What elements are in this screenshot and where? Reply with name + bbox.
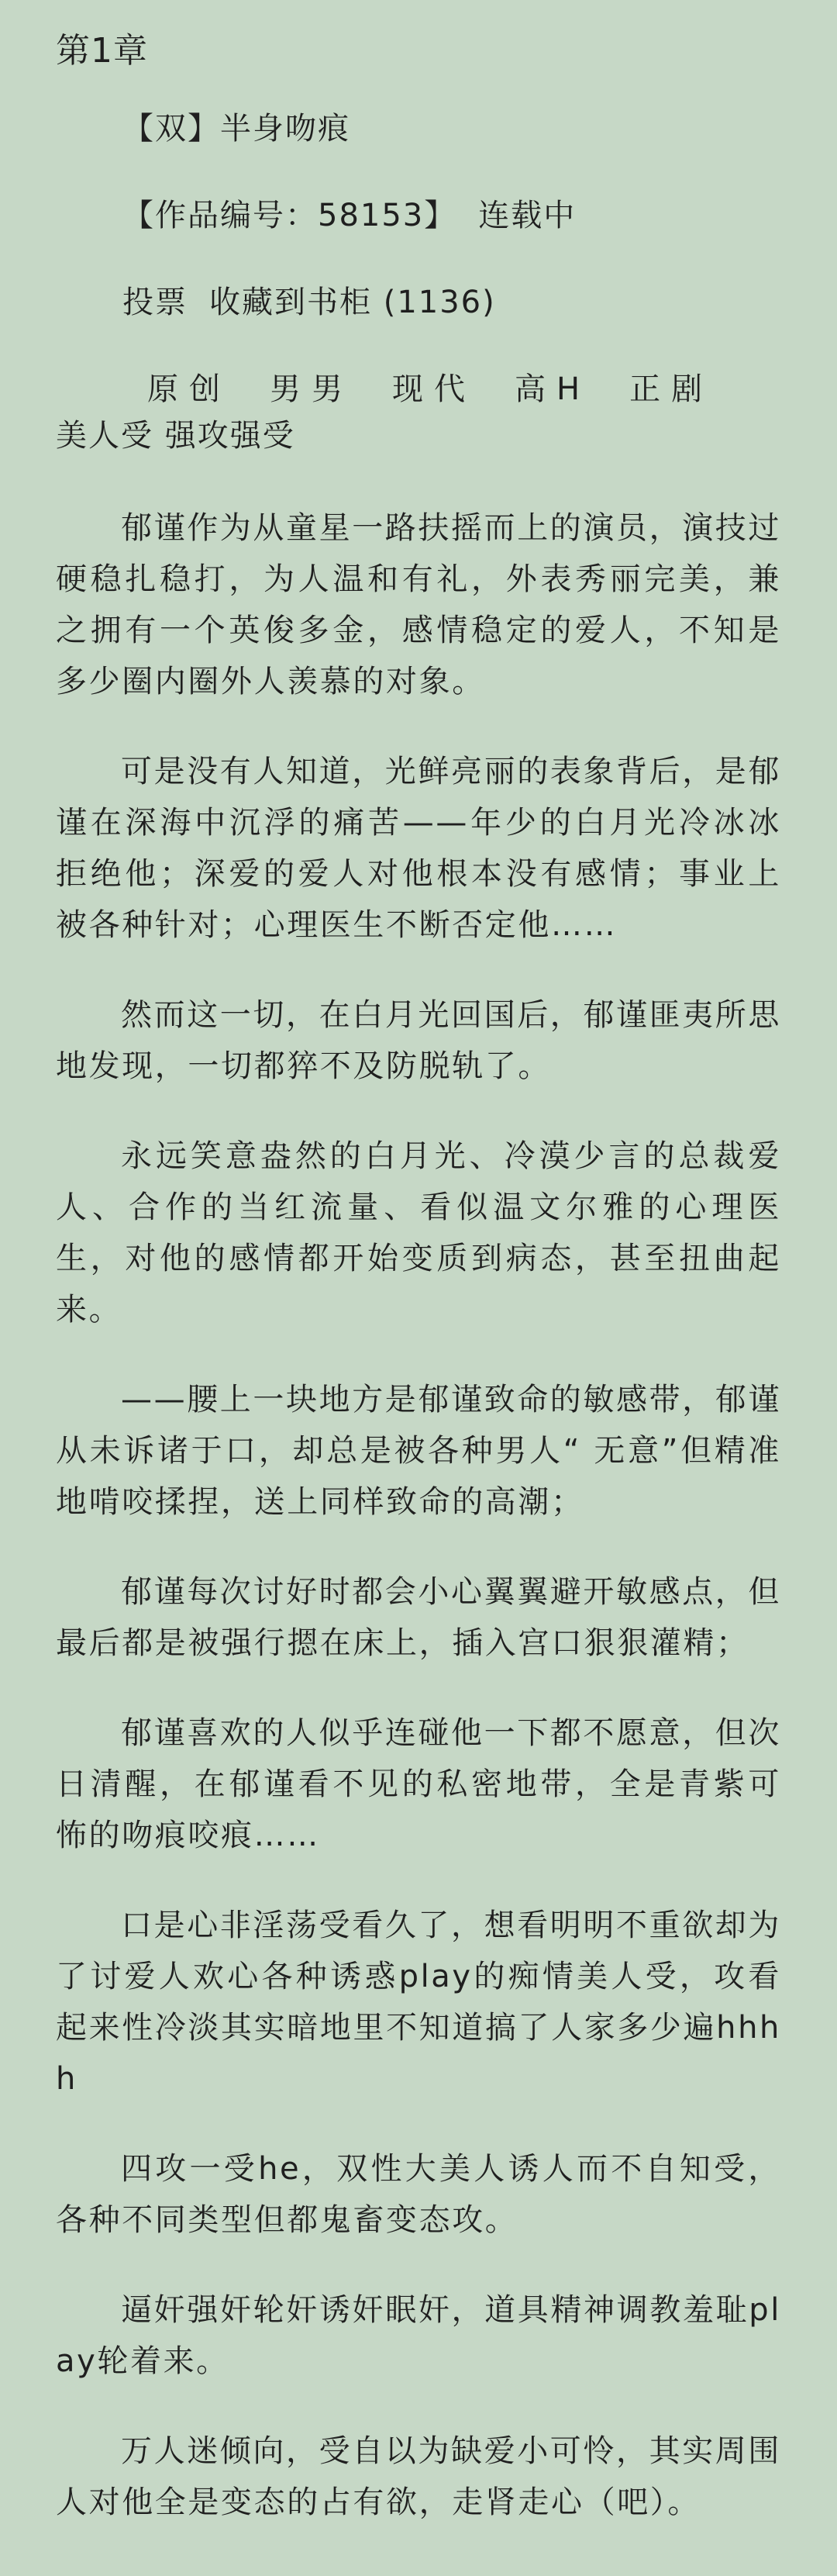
chapter-title: 第1章 <box>56 31 148 71</box>
synopsis-paragraph: 郁谨作为从童星一路扶摇而上的演员，演技过硬稳扎稳打，为人温和有礼，外表秀丽完美，兼之拥有一个英俊多金，感情稳定的爱人，不知是多少圈内圈外人羡慕的对象。 <box>56 510 781 699</box>
tag-pairing[interactable]: 男男 <box>270 371 353 407</box>
tag-list <box>56 366 781 459</box>
synopsis-paragraph: 郁谨喜欢的人似乎连碰他一下都不愿意，但次日清醒，在郁谨看不见的私密地带，全是青紫可怖的吻痕咬痕…… <box>56 1715 781 1853</box>
work-id: 【作品编号：58153】 <box>122 198 457 233</box>
synopsis-paragraph: ——腰上一块地方是郁谨致命的敏感带，郁谨从未诉诸于口，却总是被各种男人“ 无意”但精准地啃咬揉捏，送上同样致命的高潮； <box>56 1382 781 1520</box>
synopsis-paragraph: 万人迷倾向，受自以为缺爱小可怜，其实周围人对他全是变态的占有欲，走肾走心（吧）。 <box>56 2433 781 2520</box>
work-id-line <box>56 192 781 239</box>
synopsis-paragraph: 四攻一受he，双性大美人诱人而不自知受，各种不同类型但都鬼畜变态攻。 <box>56 2151 781 2238</box>
synopsis-paragraph: 郁谨每次讨好时都会小心翼翼避开敏感点，但最后都是被强行摁在床上，插入宫口狠狠灌精； <box>56 1574 781 1661</box>
action-line <box>56 279 781 326</box>
synopsis-paragraph: 逼奸强奸轮奸诱奸眠奸，道具精神调教羞耻play轮着来。 <box>56 2292 781 2379</box>
synopsis-paragraph: 永远笑意盎然的白月光、冷漠少言的总裁爱人、合作的当红流量、看似温文尔雅的心理医生，对他的感情都开始变质到病态，甚至扭曲起来。 <box>56 1138 781 1328</box>
tag-row-secondary: 美人受 强攻强受 <box>56 418 295 454</box>
synopsis-paragraph: 可是没有人知道，光鲜亮丽的表象背后，是郁谨在深海中沉浮的痛苦——年少的白月光冷冰冰拒绝他；深爱的爱人对他根本没有感情；事业上被各种针对；心理医生不断否定他…… <box>56 754 781 943</box>
tag-genre[interactable]: 正剧 <box>629 371 714 407</box>
tag-origin[interactable]: 原创 <box>147 371 231 407</box>
tag-rating[interactable]: 高H <box>515 371 591 407</box>
status-badge: 连载中 <box>478 198 577 233</box>
tag-row-primary <box>56 366 781 413</box>
tag-era[interactable]: 现代 <box>392 371 476 407</box>
vote-link[interactable]: 投票 <box>122 285 188 320</box>
work-title-line: 【双】半身吻痕 <box>122 111 350 147</box>
collect-link[interactable]: 收藏到书柜 (1136) <box>209 285 496 320</box>
synopsis-paragraph: 口是心非淫荡受看久了，想看明明不重欲却为了讨爱人欢心各种诱惑play的痴情美人受，攻看起来性冷淡其实暗地里不知道搞了人家多少遍hhhh <box>56 1908 781 2097</box>
synopsis-paragraph: 然而这一切，在白月光回国后，郁谨匪夷所思地发现，一切都猝不及防脱轨了。 <box>56 997 781 1084</box>
